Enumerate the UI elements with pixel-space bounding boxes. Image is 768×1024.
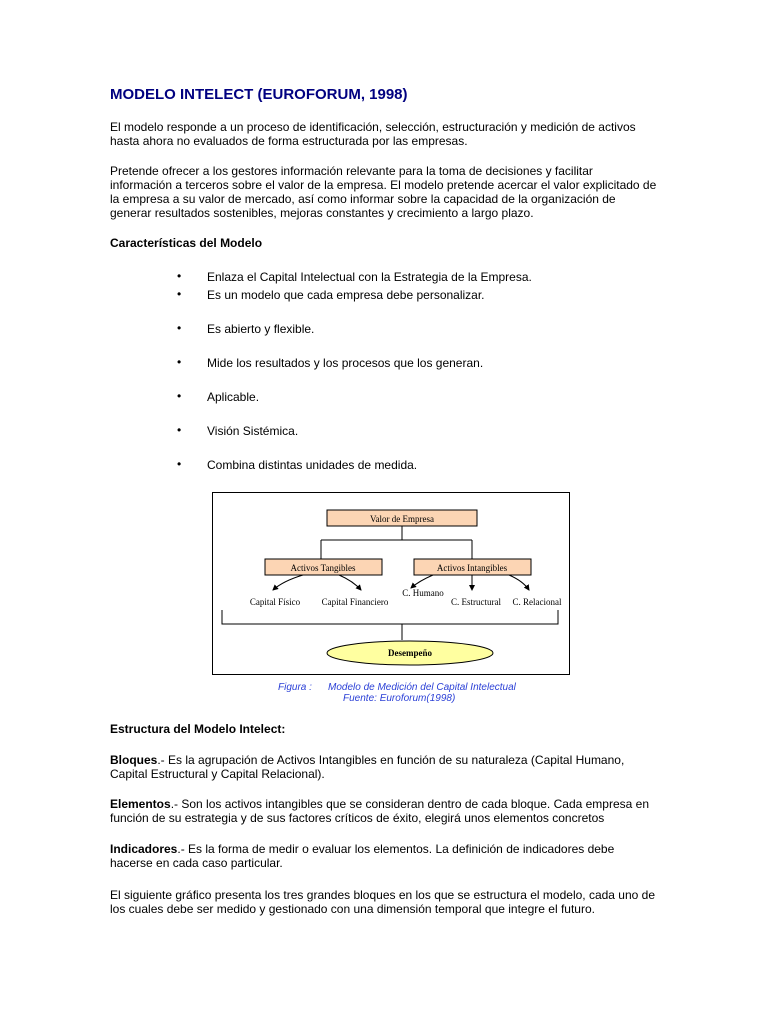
bullet-icon: • xyxy=(177,389,182,403)
page-title: MODELO INTELECT (EUROFORUM, 1998) xyxy=(110,86,408,103)
text-line: .- Son los activos intangibles que se consideran dentro de cada bloque. Cada empresa en xyxy=(170,797,649,811)
text-line: la empresa a su valor de mercado, así como informar sobre la capacidad de la organización de xyxy=(110,192,616,206)
text-line: función de su estrategia y de sus factores críticos de éxito, elegirá unos elementos concretos xyxy=(110,811,605,825)
definition-term: Bloques xyxy=(110,753,158,767)
text-line: Pretende ofrecer a los gestores información relevante para la toma de decisiones y facilitar xyxy=(110,164,593,178)
arrow-icon xyxy=(273,575,303,590)
bullet-icon: • xyxy=(177,321,182,335)
list-item-text: Enlaza el Capital Intelectual con la Estrategia de la Empresa. xyxy=(207,270,532,284)
activos-intangibles-label: Activos Intangibles xyxy=(436,563,508,573)
desempeno-label: Desempeño xyxy=(388,648,432,658)
list-item-text: Visión Sistémica. xyxy=(207,424,299,438)
valor-empresa-label: Valor de Empresa xyxy=(370,514,434,524)
text-line: .- Es la forma de medir o evaluar los elementos. La definición de indicadores debe xyxy=(177,842,615,856)
definition-term: Indicadores xyxy=(110,842,178,856)
list-item-text: Es abierto y flexible. xyxy=(207,322,315,336)
text-line: El modelo responde a un proceso de identificación, selección, estructuración y medición de activos xyxy=(110,120,636,134)
caption-label: Figura : xyxy=(278,682,312,693)
arrow-icon xyxy=(509,575,529,590)
model-diagram xyxy=(212,492,570,675)
definition-bloques xyxy=(110,753,710,781)
list-item-text: Es un modelo que cada empresa debe personalizar. xyxy=(207,288,485,302)
leaf-label: Capital Físico xyxy=(249,597,301,607)
bullet-icon: • xyxy=(177,457,182,471)
bracket-line xyxy=(222,610,558,624)
characteristics-heading: Características del Modelo xyxy=(110,236,263,250)
leaf-label: Capital Financiero xyxy=(321,597,389,607)
structure-heading: Estructura del Modelo Intelect: xyxy=(110,722,286,736)
figure-caption xyxy=(278,682,516,704)
activos-tangibles-label: Activos Tangibles xyxy=(290,563,356,573)
caption-source: Fuente: Euroforum(1998) xyxy=(343,693,456,704)
list-item-text: Mide los resultados y los procesos que los generan. xyxy=(207,356,484,370)
text-line: El siguiente gráfico presenta los tres grandes bloques en los que se estructura el modelo, cada uno de xyxy=(110,888,656,902)
leaf-label: C. Estructural xyxy=(451,597,501,607)
arrow-icon xyxy=(411,575,433,588)
list-item-text: Aplicable. xyxy=(207,390,260,404)
intro-paragraph-2 xyxy=(110,164,710,220)
text-line: Capital Estructural y Capital Relacional). xyxy=(110,767,325,781)
text-line: información a terceros sobre el valor de la empresa. El modelo pretende acercar el valor explicitado de xyxy=(110,178,657,192)
list-item-text: Combina distintas unidades de medida. xyxy=(207,458,418,472)
closing-paragraph xyxy=(110,888,710,916)
definition-term: Elementos xyxy=(110,797,171,811)
text-line: .- Es la agrupación de Activos Intangibles en función de su naturaleza (Capital Humano, xyxy=(157,753,625,767)
bullet-icon: • xyxy=(177,423,182,437)
leaf-label: C. Relacional xyxy=(512,597,562,607)
bullet-icon: • xyxy=(177,269,182,283)
leaf-label: C. Humano xyxy=(402,588,444,598)
text-line: hasta ahora no evaluados de forma estructurada por las empresas. xyxy=(110,134,468,148)
intro-paragraph-1 xyxy=(110,120,710,148)
bullet-icon: • xyxy=(177,355,182,369)
bullet-icon: • xyxy=(177,287,182,301)
definition-elementos xyxy=(110,797,710,825)
text-line: hacerse en cada caso particular. xyxy=(110,856,283,870)
text-line: los cuales debe ser medido y gestionado con una dimensión temporal que integre el futuro. xyxy=(110,902,595,916)
arrow-icon xyxy=(339,575,361,590)
caption-title: Modelo de Medición del Capital Intelectual xyxy=(328,682,516,693)
diagram-canvas xyxy=(213,493,569,674)
definition-indicadores xyxy=(110,842,710,870)
text-line: generar resultados sostenibles, mejoras constantes y crecimiento a largo plazo. xyxy=(110,206,534,220)
